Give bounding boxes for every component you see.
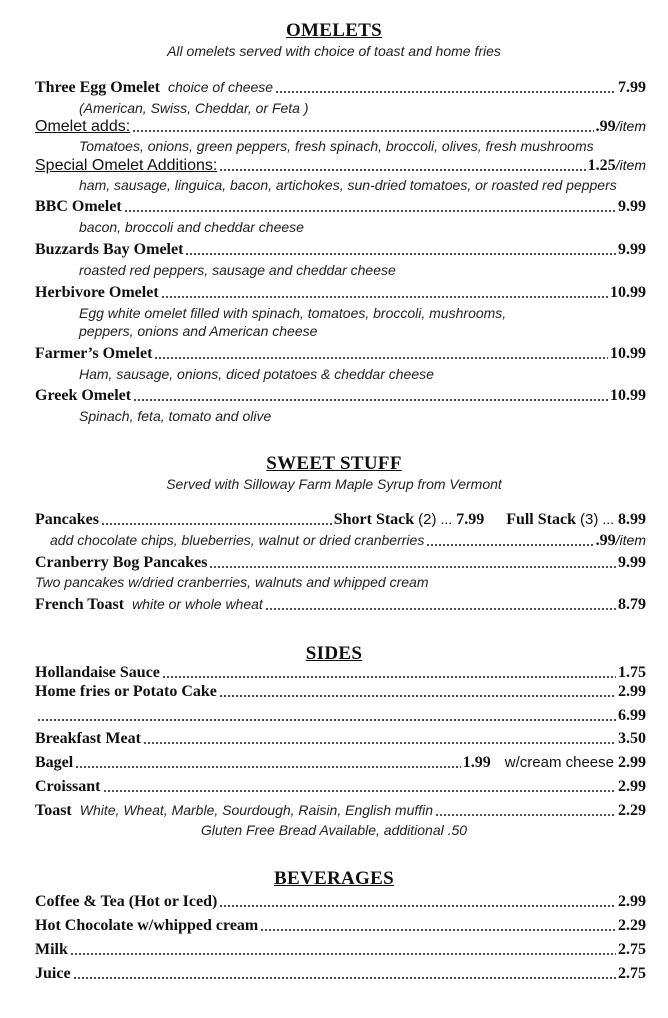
menu-item-bagel [35,754,646,772]
item-price: 2.75 [618,941,646,958]
short-stack-price: 7.99 [456,511,485,528]
menu-item-herbivore-omelet [35,284,646,302]
dot-leader [162,667,616,679]
item-description: Tomatoes, onions, green peppers, fresh spinach, broccoli, olives, fresh mushrooms [79,138,594,154]
item-name: Buzzards Bay Omelet [35,241,184,258]
item-price: 1.75 [618,664,646,681]
item-unit: /item [615,157,646,173]
full-stack-price: 8.99 [618,511,646,528]
cream-cheese-price: 2.99 [618,754,646,771]
dot-leader [435,805,616,817]
item-unit: /item [615,532,646,548]
dot-leader [133,390,608,402]
item-name: Coffee & Tea (Hot or Iced) [35,893,218,910]
menu-item-pancake-addons [50,532,646,550]
menu-item-toast [35,802,646,820]
menu-item-hollandaise [35,664,646,682]
dot-leader [260,920,616,932]
dot-leader [275,82,616,94]
menu-item-farmers-omelet [35,345,646,363]
menu-item-cranberry-bog-pancakes [35,554,646,572]
gluten-free-note: Gluten Free Bread Available, additional .50 [200,822,468,838]
sweet-stuff-heading: SWEET STUFF [266,453,402,474]
item-price: 2.99 [618,683,646,700]
item-price: 2.75 [618,965,646,982]
dot-leader [103,781,617,793]
item-description: Spinach, feta, tomato and olive [79,408,272,424]
item-price: 9.99 [618,241,646,258]
item-name: Breakfast Meat [35,730,141,747]
dot-leader [132,121,594,133]
item-note: choice of cheese [168,79,274,95]
menu-item-coffee-tea [35,893,646,911]
dot-leader [101,514,332,526]
item-name: Three Egg Omelet [35,79,161,96]
item-name: Toast [35,802,72,819]
item-price: 2.29 [618,802,646,819]
item-price: 6.99 [618,707,646,724]
dot-leader [124,201,616,213]
menu-item-unnamed [35,707,646,725]
menu-item-bbc-omelet [35,198,646,216]
item-name: Bagel [35,754,74,771]
menu-item-hot-chocolate [35,917,646,935]
item-name: Greek Omelet [35,387,132,404]
item-name: Juice [35,965,71,982]
dot-leader [219,686,616,698]
item-description: Ham, sausage, onions, diced potatoes & cheddar cheese [79,366,434,382]
menu-item-breakfast-meat [35,730,646,748]
item-price: 1.99 [462,754,491,771]
menu-item-pancakes: Pancakes Short Stack (2) ... 7.99 Full Stack (3) ... 8.99 [35,511,646,528]
dot-leader [185,244,616,256]
dot-leader [209,557,616,569]
item-name: Hollandaise Sauce [35,664,160,681]
dot-leader [426,535,593,547]
dot-leader [73,968,616,980]
item-price: 7.99 [618,79,646,96]
item-note: White, Wheat, Marble, Sourdough, Raisin, English muffin [79,802,434,818]
item-name: Home fries or Potato Cake [35,683,217,700]
dot-leader [143,733,616,745]
menu-item-home-fries [35,683,646,701]
item-description: Egg white omelet filled with spinach, tomatoes, broccoli, mushrooms, [79,305,507,321]
item-name: French Toast [35,596,125,613]
omelets-heading: OMELETS [285,20,383,41]
item-name: Herbivore Omelet [35,284,159,301]
menu-item-french-toast [35,596,646,614]
item-name: Croissant [35,778,101,795]
omelets-subtitle: All omelets served with choice of toast and home fries [167,43,501,59]
item-price: 2.29 [618,917,646,934]
item-name: Pancakes [35,511,99,528]
item-name: Milk [35,941,68,958]
dot-leader [219,160,585,172]
dot-leader [219,896,616,908]
item-description: Two pancakes w/dried cranberries, walnuts and whipped cream [35,574,429,590]
item-name: Omelet adds: [35,118,131,135]
item-description: peppers, onions and American cheese [79,323,318,339]
dot-leader [154,348,608,360]
item-description: ham, sausage, linguica, bacon, artichokes, sun-dried tomatoes, or roasted red peppers [79,177,617,193]
item-price: .99 [595,118,616,135]
item-description: (American, Swiss, Cheddar, or Feta ) [79,100,309,116]
full-stack-qty: (3) [579,511,599,528]
item-price: 8.79 [618,596,646,613]
item-price: 10.99 [610,345,646,362]
sides-heading: SIDES [305,643,363,664]
menu-item-omelet-adds [35,118,646,136]
item-name: Special Omelet Additions: [35,157,218,174]
item-price: 3.50 [618,730,646,747]
short-stack-label: Short Stack [333,511,415,528]
short-stack-qty: (2) [418,511,437,528]
item-name: Hot Chocolate w/whipped cream [35,917,259,934]
menu-item-special-additions [35,157,646,175]
item-description: bacon, broccoli and cheddar cheese [79,219,304,235]
full-stack-label: Full Stack [506,511,576,528]
item-price: 10.99 [610,387,646,404]
item-price: 2.99 [618,778,646,795]
menu-item-milk [35,941,646,959]
item-price: 9.99 [618,198,646,215]
item-price: 10.99 [610,284,646,301]
item-price: 9.99 [618,554,646,571]
item-name: BBC Omelet [35,198,122,215]
menu-item-juice [35,965,646,983]
menu-item-croissant [35,778,646,796]
menu-item-three-egg-omelet [35,79,646,97]
addon-text: add chocolate chips, blueberries, walnut or dried cranberries [50,532,425,548]
dot-leader [70,944,616,956]
item-price: 2.99 [618,893,646,910]
dot-leader [265,599,616,611]
cream-cheese-label: w/cream cheese [504,754,614,771]
item-price: 1.25 [587,157,616,174]
dot-leader [75,757,461,769]
item-price: .99 [595,532,616,549]
item-description: roasted red peppers, sausage and cheddar cheese [79,262,396,278]
item-note: white or whole wheat [132,596,263,612]
beverages-heading: BEVERAGES [274,868,394,889]
sweet-stuff-subtitle: Served with Silloway Farm Maple Syrup from Vermont [166,476,502,492]
dot-leader [161,287,608,299]
dot-leader [37,710,616,722]
menu-item-buzzards-bay-omelet [35,241,646,259]
item-name: Farmer’s Omelet [35,345,153,362]
menu-item-greek-omelet [35,387,646,405]
item-unit: /item [615,118,646,134]
item-name: Cranberry Bog Pancakes [35,554,208,571]
